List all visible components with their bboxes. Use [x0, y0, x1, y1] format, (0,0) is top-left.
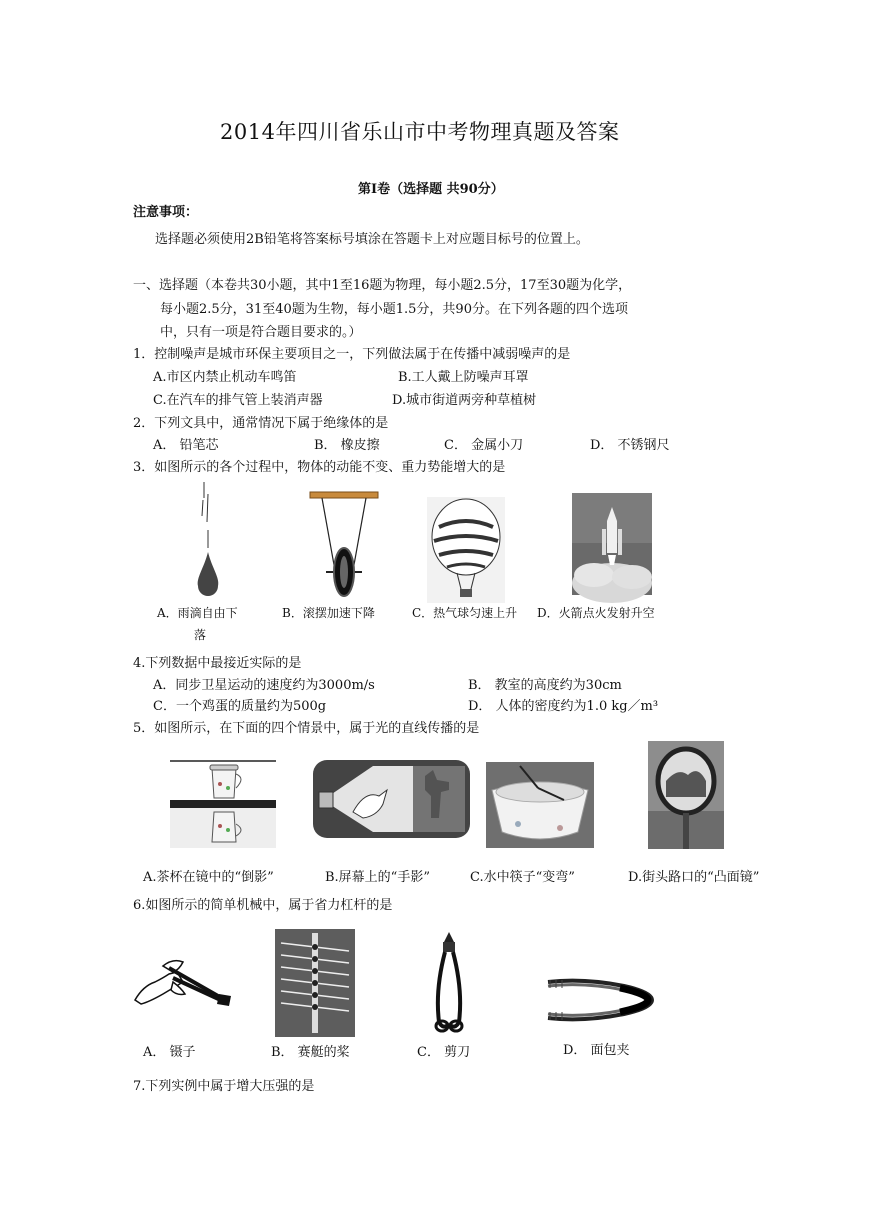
question-3-option-d: D．火箭点火发射升空 — [537, 606, 655, 620]
question-7-stem: 7.下列实例中属于增大压强的是 — [133, 1079, 315, 1094]
question-4-option-d: D． 人体的密度约为1.0 kg／m³ — [468, 699, 659, 714]
question-5-option-a: A.茶杯在镜中的“倒影” — [143, 870, 274, 885]
question-1-option-d: D.城市街道两旁种草植树 — [392, 393, 537, 408]
question-3-option-c: C．热气球匀速上升 — [412, 606, 518, 620]
question-5-option-b: B.屏幕上的“手影” — [325, 870, 430, 885]
question-2-stem: 2．下列文具中，通常情况下属于绝缘体的是 — [133, 416, 389, 431]
convex-mirror-image — [648, 741, 724, 849]
tweezers-image — [133, 942, 233, 1028]
question-3-option-a-cont: 落 — [194, 628, 207, 642]
question-5-option-c: C.水中筷子“变弯” — [470, 870, 575, 885]
question-4-option-a: A．同步卫星运动的速度约为3000m/s — [153, 678, 375, 693]
question-3-option-b: B．滚摆加速下降 — [282, 606, 375, 620]
question-6-stem: 6.如图所示的简单机械中，属于省力杠杆的是 — [133, 898, 393, 913]
question-4-option-b: B． 教室的高度约为30cm — [468, 678, 622, 693]
chopsticks-in-water-image — [486, 762, 594, 848]
question-2-option-d: D． 不锈钢尺 — [590, 438, 670, 453]
question-4-stem: 4.下列数据中最接近实际的是 — [133, 656, 302, 671]
question-1-option-a: A.市区内禁止机动车鸣笛 — [153, 370, 297, 385]
raindrop-image — [190, 480, 230, 600]
rowing-oar-image — [275, 929, 355, 1037]
bread-tongs-image — [544, 972, 656, 1028]
notice-heading: 注意事项： — [133, 205, 199, 220]
question-4-option-c: C．一个鸡蛋的质量约为500g — [153, 699, 327, 714]
intro-line-1: 一、选择题（本卷共30小题，其中1至16题为物理，每小题2.5分，17至30题为化学， — [133, 278, 632, 293]
page-title: 2014年四川省乐山市中考物理真题及答案 — [220, 120, 620, 144]
hand-shadow-image — [313, 760, 470, 838]
teacup-mirror-image — [170, 760, 276, 848]
question-2-option-c: C． 金属小刀 — [444, 438, 524, 453]
question-5-stem: 5．如图所示，在下面的四个情景中，属于光的直线传播的是 — [133, 721, 480, 736]
intro-line-3: 中，只有一项是符合题目要求的。） — [160, 325, 362, 340]
scissors-image — [433, 930, 465, 1034]
question-6-option-d: D． 面包夹 — [563, 1043, 630, 1058]
question-1-option-c: C.在汽车的排气管上装消声器 — [153, 393, 323, 408]
question-2-option-a: A． 铅笔芯 — [153, 438, 219, 453]
hot-air-balloon-image — [427, 497, 505, 603]
question-1-stem: 1．控制噪声是城市环保主要项目之一，下列做法属于在传播中减弱噪声的是 — [133, 347, 571, 362]
question-2-option-b: B． 橡皮擦 — [314, 438, 380, 453]
maxwell-pendulum-image — [308, 490, 380, 600]
rocket-launch-image — [572, 493, 652, 595]
section-heading: 第Ⅰ卷（选择题 共90分） — [358, 182, 504, 197]
question-3-stem: 3．如图所示的各个过程中，物体的动能不变、重力势能增大的是 — [133, 460, 506, 475]
question-6-option-b: B． 赛艇的桨 — [271, 1045, 350, 1060]
question-5-option-d: D.街头路口的“凸面镜” — [628, 870, 760, 885]
intro-line-2: 每小题2.5分，31至40题为生物，每小题1.5分，共90分。在下列各题的四个选项 — [160, 302, 628, 317]
question-6-option-c: C． 剪刀 — [417, 1045, 471, 1060]
notice-text: 选择题必须使用2B铅笔将答案标号填涂在答题卡上对应题目标号的位置上。 — [155, 232, 589, 247]
question-1-option-b: B.工人戴上防噪声耳罩 — [398, 370, 529, 385]
question-6-option-a: A． 镊子 — [143, 1045, 196, 1060]
question-3-option-a: A．雨滴自由下 — [157, 606, 238, 620]
